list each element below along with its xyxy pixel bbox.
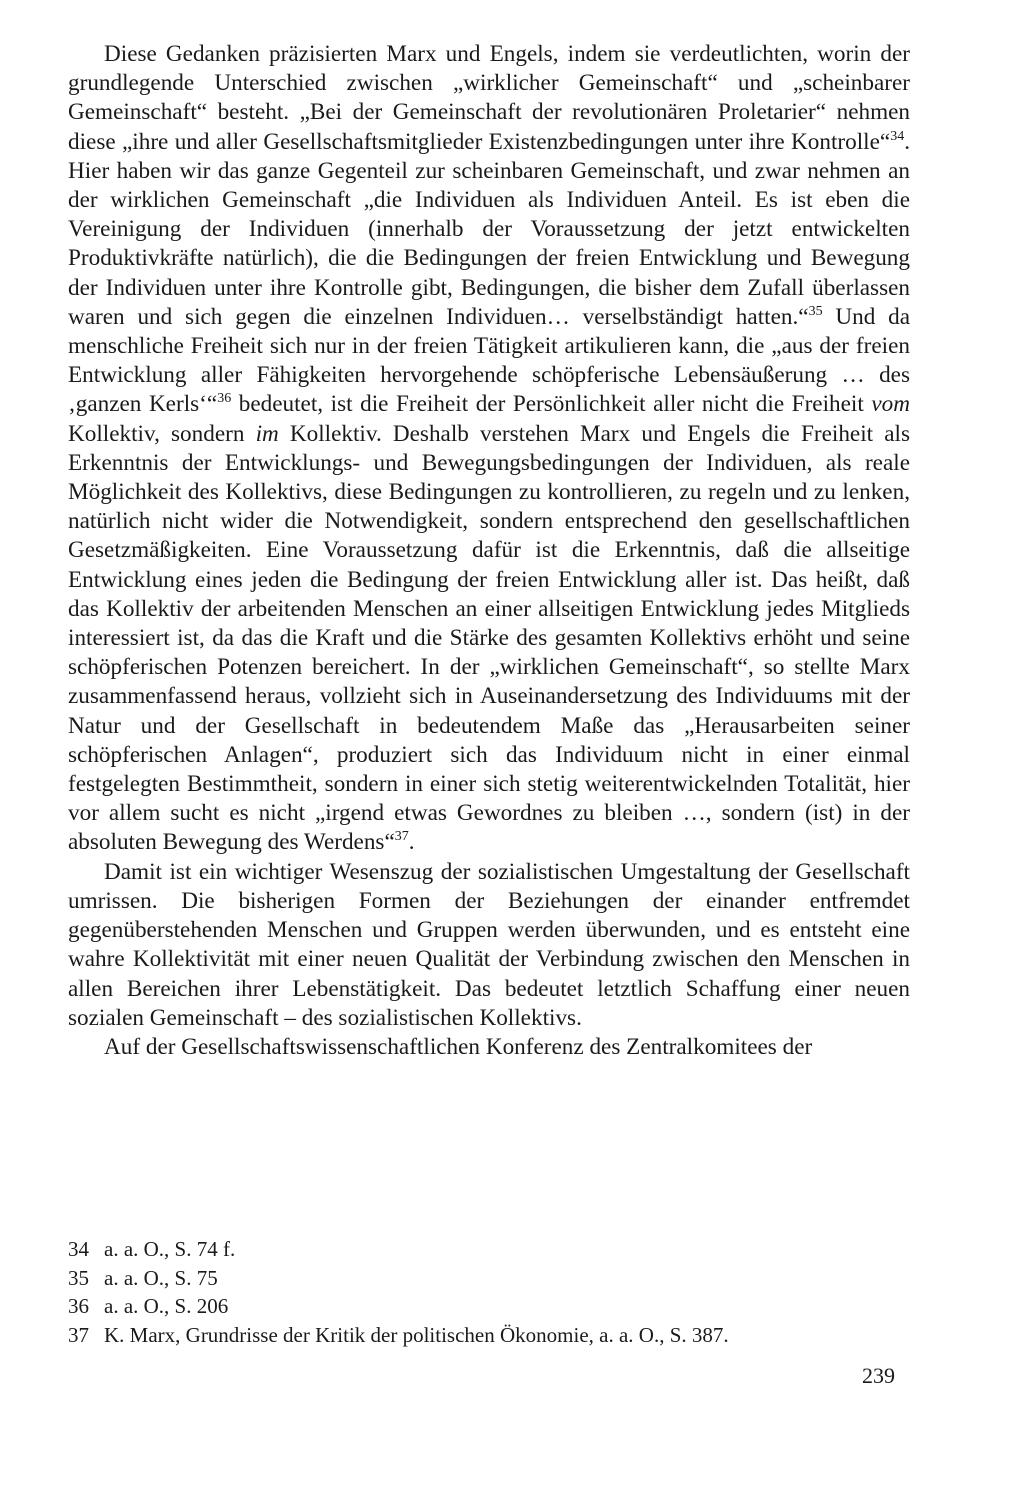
- page-number: 239: [862, 1363, 895, 1388]
- footnote-number: 35: [68, 1265, 89, 1290]
- paragraph-3: [68, 1033, 910, 1062]
- footnote-35: [68, 1264, 910, 1293]
- main-text: [68, 40, 910, 1062]
- footnote-37: [68, 1321, 910, 1350]
- footnote-34: [68, 1235, 910, 1264]
- footnote-ref: 34: [890, 128, 905, 144]
- footnote-ref: 36: [217, 391, 232, 407]
- footnote-text: K. Marx, Grundrisse der Kritik der politischen Ökonomie, a. a. O., S. 387.: [104, 1322, 729, 1347]
- paragraph-2: [68, 858, 910, 1033]
- italic-text: vom: [871, 391, 910, 418]
- text-run: Damit ist ein wichtiger Wesenszug der sozialistischen Umgestaltung der Gesellschaft umrissen. Die bisherigen Formen der Beziehungen der einander entfremdet gegenüberstehenden Menschen und Gruppen werden überwunden, und es entsteht eine wahre Kollektivität mit einer neuen Qualität der Verbindung zwischen den Menschen in allen Bereichen ihrer Lebenstätigkeit. Das bedeutet letztlich Schaffung einer neuen sozialen Gemeinschaft – des sozialistischen Kollektivs.: [68, 858, 910, 1031]
- text-run: Auf der Gesellschaftswissenschaftlichen Konferenz des Zentralkomitees der: [104, 1033, 813, 1060]
- footnote-text: a. a. O., S. 206: [104, 1294, 229, 1318]
- text-run: . Hier haben wir das ganze Gegenteil zur scheinbaren Gemeinschaft, und zwar nehmen an der wirklichen Gemeinschaft „die Individuen als Individuen Anteil. Es ist eben die Vereinigung der Individuen (innerhalb der Voraussetzung der jetzt entwickelten Produktivkräfte natürlich), die die Bedingungen der freien Entwicklung und Bewegung der Individuen unter ihre Kontrolle gibt, Bedingungen, die bisher dem Zufall überlassen waren und sich gegen die einzelnen Individuen… verselbständigt hatten.“: [68, 128, 910, 330]
- text-run: Kollektiv, sondern: [68, 420, 256, 447]
- paragraph-1: [68, 40, 910, 858]
- text-run: Diese Gedanken präzisierten Marx und Engels, indem sie verdeutlichten, worin der grundlegende Unterschied zwischen „wirklicher Gemeinschaft“ und „scheinbarer Gemeinschaft“ besteht. „Bei der Gemeinschaft der revolutionären Proletarier“ nehmen diese „ihre und aller Gesellschaftsmitglieder Existenzbedingungen unter ihre Kontrolle“: [68, 41, 910, 155]
- footnote-number: 34: [68, 1237, 89, 1261]
- footnote-text: a. a. O., S. 75: [104, 1265, 218, 1290]
- footnotes: [68, 1235, 910, 1349]
- footnote-text: a. a. O., S. 74 f.: [104, 1237, 236, 1261]
- italic-text: im: [255, 420, 279, 447]
- text-run: Kollektiv. Deshalb verstehen Marx und Engels die Freiheit als Erkenntnis der Entwicklungs- und Bewegungsbedingungen der Individuen, als reale Möglichkeit des Kollektivs, diese Bedingungen zu kontrollieren, zu regeln und zu lenken, natürlich nicht wider die Notwendigkeit, sondern entsprechend den gesellschaftlichen Gesetzmäßigkeiten. Eine Voraussetzung dafür ist die Erkenntnis, daß die allseitige Entwicklung eines jeden die Bedingung der freien Entwicklung aller ist. Das heißt, daß das Kollektiv der arbeitenden Menschen an einer allseitigen Entwicklung jedes Mitglieds interessiert ist, da das die Kraft und die Stärke des gesamten Kollektivs erhöht und seine schöpferischen Potenzen bereichert. In der „wirklichen Gemeinschaft“, so stellte Marx zusammenfassend heraus, vollzieht sich in Auseinandersetzung des Individuums mit der Natur und der Gesellschaft in bedeutendem Maße das „Herausarbeiten seiner schöpferischen Anlagen“, produziert sich das Individuum nicht in einer einmal festgelegten Bestimmtheit, sondern in einer sich stetig weiterentwickelnden Totalität, hier vor allem sucht es nicht „irgend etwas Gewordnes zu bleiben …, sondern (ist) in der absoluten Bewegung des Werdens“: [68, 420, 910, 856]
- footnote-36: [68, 1292, 910, 1321]
- footnote-ref: 37: [394, 829, 409, 845]
- footnote-number: 37: [68, 1322, 89, 1347]
- text-run: .: [408, 829, 415, 856]
- footnote-number: 36: [68, 1294, 89, 1318]
- text-run: bedeutet, ist die Freiheit der Persönlichkeit aller nicht die Freiheit: [231, 391, 872, 418]
- text-run: Und da menschliche Freiheit sich nur in der freien Tätigkeit artikulieren kann, die „aus der freien Entwicklung aller Fähigkeiten hervorgehende schöpferische Lebensäußerung … des ‚ganzen Kerls‘“: [68, 303, 910, 418]
- footnote-ref: 35: [808, 303, 823, 319]
